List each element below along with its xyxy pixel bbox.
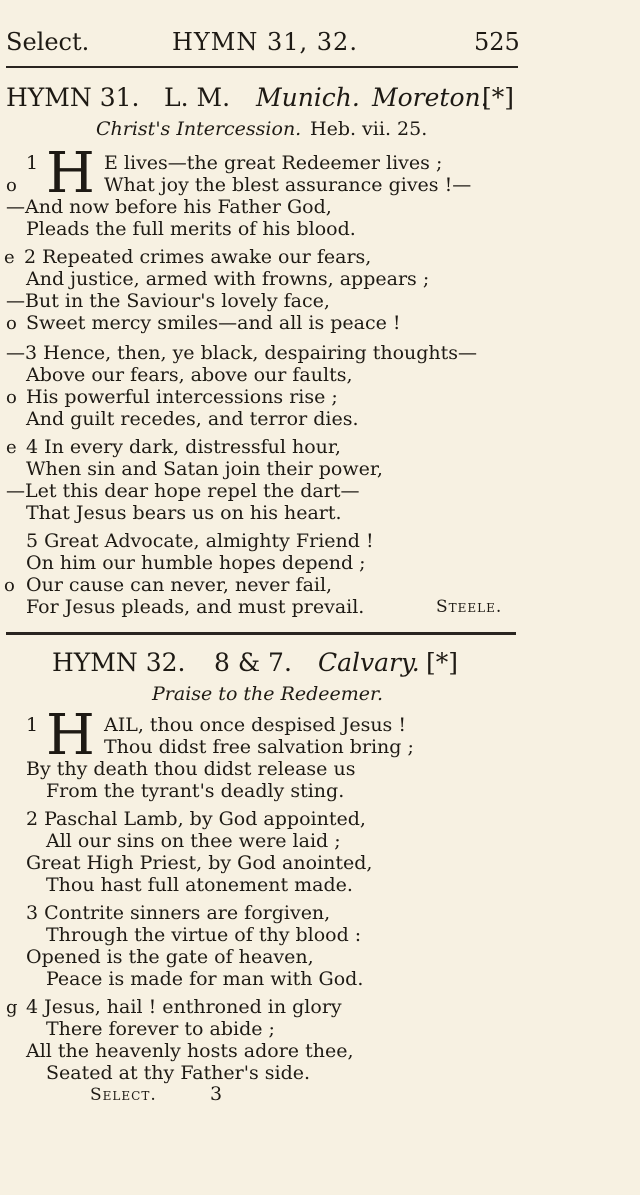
hymn32-v3-line2: Through the virtue of thy blood : xyxy=(46,924,362,946)
hymn31-v2-line2: And justice, armed with frowns, appears ; xyxy=(26,268,430,290)
hymn32-v2-line4: Thou hast full atonement made. xyxy=(46,874,353,896)
hymn31-verse1-number: 1 xyxy=(26,152,39,174)
header-section: Select. xyxy=(6,28,90,56)
dynamic-mark: o xyxy=(4,575,15,596)
header-rule xyxy=(6,66,518,68)
hymn32-v3-line3: Opened is the gate of heaven, xyxy=(26,946,314,968)
hymn31-v4-line1: 4 In every dark, distressful hour, xyxy=(26,436,341,458)
hymn32-v1-line4: From the tyrant's deadly sting. xyxy=(46,780,345,802)
hymn31-asterisk: [*] xyxy=(482,83,515,112)
hymn31-v2-line4: Sweet mercy smiles—and all is peace ! xyxy=(26,312,401,334)
hymn32-v4-line3: All the heavenly hosts adore thee, xyxy=(26,1040,354,1062)
hymn32-drop-cap: H xyxy=(46,703,95,768)
hymn32-meter: 8 & 7. xyxy=(214,648,292,677)
hymn31-v3-line4: And guilt recedes, and terror dies. xyxy=(26,408,359,430)
header-title: HYMN 31, 32. xyxy=(172,28,358,56)
hymn31-v1-line2: What joy the blest assurance gives !— xyxy=(104,174,472,196)
hymn32-v4-line4: Seated at thy Father's side. xyxy=(46,1062,311,1084)
hymn31-v5-line2: On him our humble hopes depend ; xyxy=(26,552,366,574)
hymn32-v2-line1: 2 Paschal Lamb, by God appointed, xyxy=(26,808,366,830)
hymn32-asterisk: [*] xyxy=(426,648,459,677)
hymn31-v1-line3: —And now before his Father God, xyxy=(6,196,332,218)
hymn32-verse1-number: 1 xyxy=(26,714,39,736)
hymn-separator xyxy=(6,632,516,635)
page-number: 525 xyxy=(474,28,520,56)
signature-mark: Select. xyxy=(90,1085,157,1105)
hymn31-author: Steele. xyxy=(436,597,503,617)
hymn31-meter: L. M. xyxy=(164,83,231,112)
hymn31-v4-line2: When sin and Satan join their power, xyxy=(26,458,383,480)
hymn32-v1-line3: By thy death thou didst release us xyxy=(26,758,356,780)
dynamic-mark: o xyxy=(6,387,17,408)
hymn31-tune2: Moreton. xyxy=(372,83,489,112)
hymn31-v3-line2: Above our fears, above our faults, xyxy=(26,364,353,386)
hymn32-v1-line2: Thou didst free salvation bring ; xyxy=(104,736,414,758)
hymn32-v2-line3: Great High Priest, by God anointed, xyxy=(26,852,373,874)
hymn32-v1-line1: AIL, thou once despised Jesus ! xyxy=(104,714,406,736)
hymn31-v4-line4: That Jesus bears us on his heart. xyxy=(26,502,342,524)
hymn31-ref: Heb. vii. 25. xyxy=(310,118,428,140)
dynamic-mark: e xyxy=(6,437,17,458)
signature-number: 3 xyxy=(210,1083,223,1105)
hymn31-tune1: Munich. xyxy=(256,83,360,112)
hymn31-v3-line1: —3 Hence, then, ye black, despairing thoughts— xyxy=(6,342,478,364)
hymn31-drop-cap: H xyxy=(46,141,95,206)
hymn31-v5-line3: Our cause can never, never fail, xyxy=(26,574,333,596)
hymn31-subtitle: Christ's Intercession. xyxy=(96,118,302,140)
hymn31-v1-line1: E lives—the great Redeemer lives ; xyxy=(104,152,443,174)
hymn31-v5-line1: 5 Great Advocate, almighty Friend ! xyxy=(26,530,374,552)
hymn32-v3-line1: 3 Contrite sinners are forgiven, xyxy=(26,902,331,924)
hymn31-v1-line4: Pleads the full merits of his blood. xyxy=(26,218,356,240)
hymn31-v5-line4: For Jesus pleads, and must prevail. xyxy=(26,596,365,618)
hymn32-v3-line4: Peace is made for man with God. xyxy=(46,968,364,990)
dynamic-mark: e xyxy=(4,247,15,268)
hymn32-v4-line2: There forever to abide ; xyxy=(46,1018,275,1040)
hymn31-v2-line1: 2 Repeated crimes awake our fears, xyxy=(24,246,372,268)
hymn31-number: HYMN 31. xyxy=(6,83,140,112)
hymn31-v4-line3: —Let this dear hope repel the dart— xyxy=(6,480,360,502)
hymn32-number: HYMN 32. xyxy=(52,648,186,677)
hymn32-v4-line1: 4 Jesus, hail ! enthroned in glory xyxy=(26,996,342,1018)
hymn31-v3-line3: His powerful intercessions rise ; xyxy=(26,386,338,408)
hymn31-v2-line3: —But in the Saviour's lovely face, xyxy=(6,290,330,312)
hymn32-v2-line2: All our sins on thee were laid ; xyxy=(46,830,341,852)
hymn32-subtitle: Praise to the Redeemer. xyxy=(152,683,384,705)
dynamic-mark: g xyxy=(6,997,18,1018)
dynamic-mark: o xyxy=(6,175,17,196)
dynamic-mark: o xyxy=(6,313,17,334)
hymn32-tune: Calvary. xyxy=(318,648,420,677)
